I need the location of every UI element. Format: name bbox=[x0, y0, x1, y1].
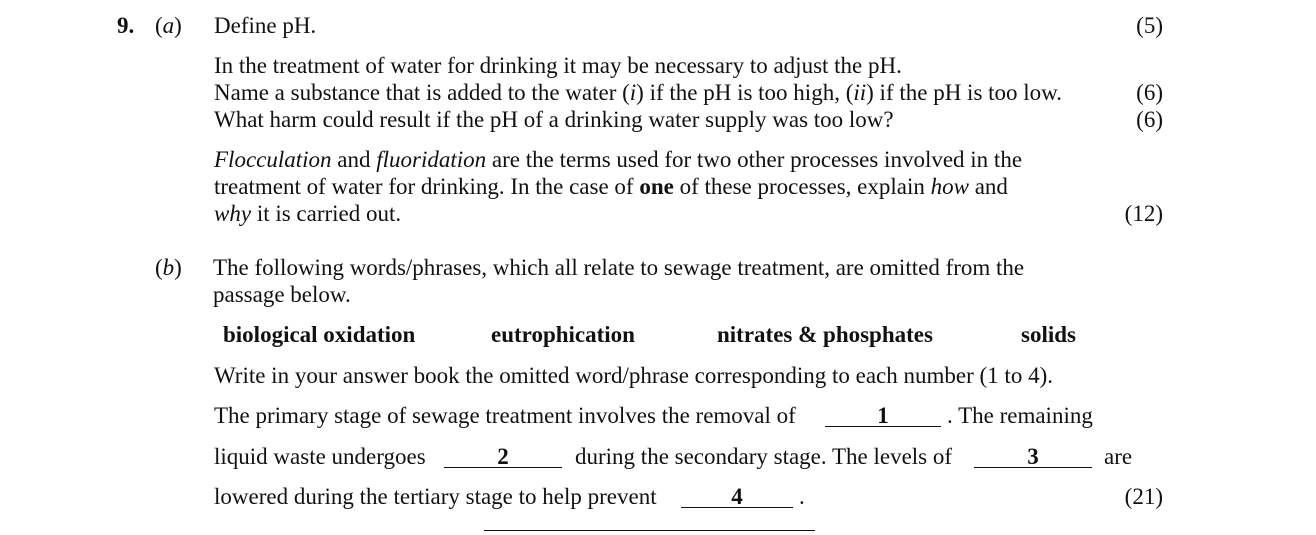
part-b-intro-line-1: The following words/phrases, which all relate to sewage treatment, are omitted from the bbox=[213, 255, 1025, 280]
passage-line-3-start: lowered during the tertiary stage to help prevent bbox=[214, 484, 657, 509]
marks-define-ph: (5) bbox=[1136, 13, 1163, 38]
section-divider bbox=[484, 530, 815, 531]
marks-part-b: (21) bbox=[1124, 484, 1163, 509]
passage-line-2-start: liquid waste undergoes bbox=[214, 444, 426, 469]
part-b-label: (b) bbox=[155, 255, 182, 280]
part-b-intro-line-2: passage below. bbox=[213, 282, 351, 307]
word-eutrophication: eutrophication bbox=[491, 322, 635, 347]
passage-line-1-start: The primary stage of sewage treatment involves the removal of bbox=[214, 403, 796, 428]
flocculation-line-2: treatment of water for drinking. In the case of one of these processes, explain how and bbox=[214, 174, 1008, 199]
marks-flocculation: (12) bbox=[1124, 201, 1163, 226]
passage-line-2-middle: during the secondary stage. The levels of bbox=[575, 444, 953, 469]
flocculation-line-3: why it is carried out. bbox=[214, 201, 402, 226]
part-a-letter: a bbox=[162, 13, 175, 38]
treatment-sentence: In the treatment of water for drinking it may be necessary to adjust the pH. bbox=[214, 53, 902, 78]
name-substance-question: Name a substance that is added to the water (i) if the pH is too high, (ii) if the pH is too low. bbox=[214, 80, 1063, 105]
passage-line-3-end: . bbox=[799, 484, 805, 509]
harm-question: What harm could result if the pH of a drinking water supply was too low? bbox=[214, 107, 894, 132]
word-solids: solids bbox=[1021, 322, 1076, 347]
blank-4: 4 bbox=[681, 483, 793, 510]
part-a-label: (a) bbox=[155, 13, 182, 38]
flocculation-line-1: Flocculation and fluoridation are the terms used for two other processes involved in the bbox=[214, 147, 1023, 172]
instruction-text: Write in your answer book the omitted word/phrase corresponding to each number (1 to 4). bbox=[214, 363, 1053, 388]
passage-line-1-end: . The remaining bbox=[947, 403, 1093, 428]
marks-name-substance: (6) bbox=[1136, 80, 1163, 105]
define-ph-question: Define pH. bbox=[214, 13, 317, 38]
blank-3: 3 bbox=[974, 443, 1092, 470]
part-b-letter: b bbox=[162, 255, 175, 280]
blank-2: 2 bbox=[444, 443, 562, 470]
passage-line-2-end: are bbox=[1104, 444, 1133, 469]
word-nitrates-phosphates: nitrates & phosphates bbox=[717, 322, 933, 347]
marks-harm: (6) bbox=[1136, 107, 1163, 132]
word-biological-oxidation: biological oxidation bbox=[223, 322, 416, 347]
question-number: 9. bbox=[117, 13, 135, 38]
blank-1: 1 bbox=[825, 402, 941, 429]
